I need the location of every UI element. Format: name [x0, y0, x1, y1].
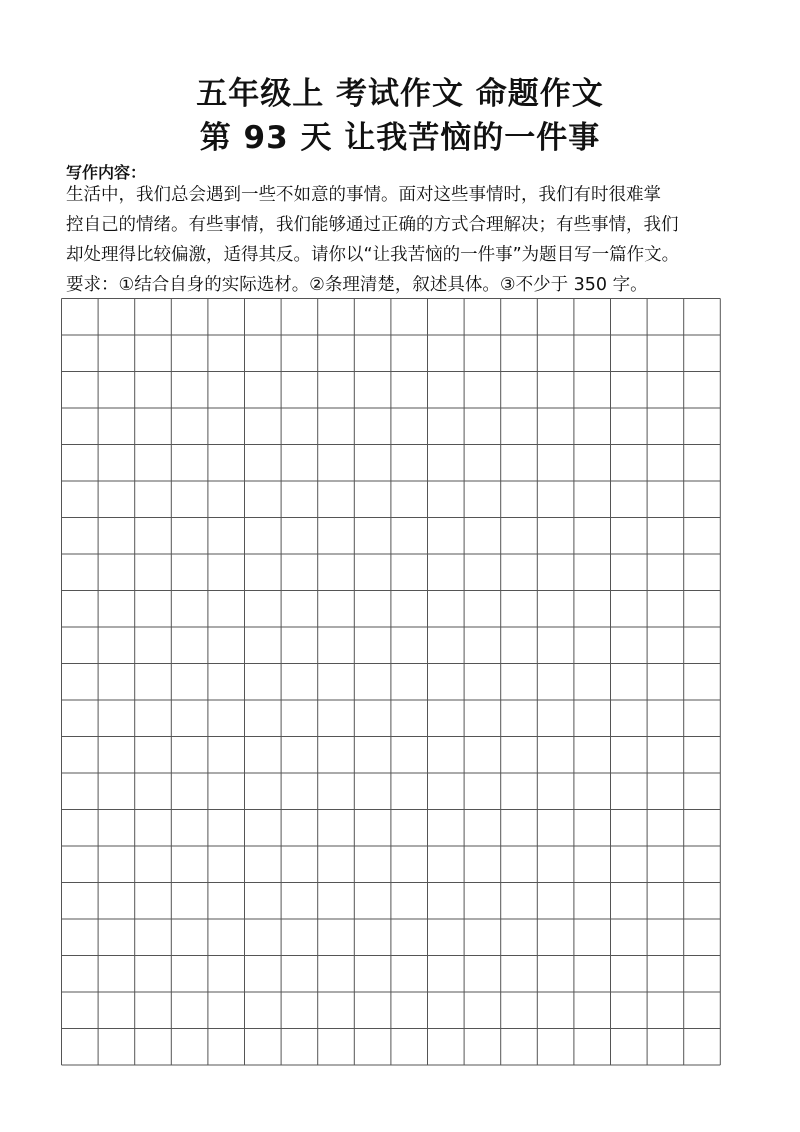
prompt-requirements: 要求：①结合自身的实际选材。②条理清楚，叙述具体。③不少于 350 字。 [66, 275, 648, 295]
page-title: 五年级上 考试作文 命题作文 [196, 76, 604, 112]
page-subtitle: 第 93 天 让我苦恼的一件事 [199, 120, 601, 156]
section-label: 写作内容： [66, 163, 147, 182]
prompt-line-2: 控自己的情绪。有些事情，我们能够通过正确的方式合理解决；有些事情，我们 [66, 215, 679, 235]
writing-grid[interactable] [61, 298, 723, 1066]
prompt-line-1: 生活中，我们总会遇到一些不如意的事情。面对这些事情时，我们有时很难掌 [66, 185, 661, 205]
prompt-line-3: 却处理得比较偏激，适得其反。请你以“让我苦恼的一件事”为题目写一篇作文。 [66, 245, 680, 265]
